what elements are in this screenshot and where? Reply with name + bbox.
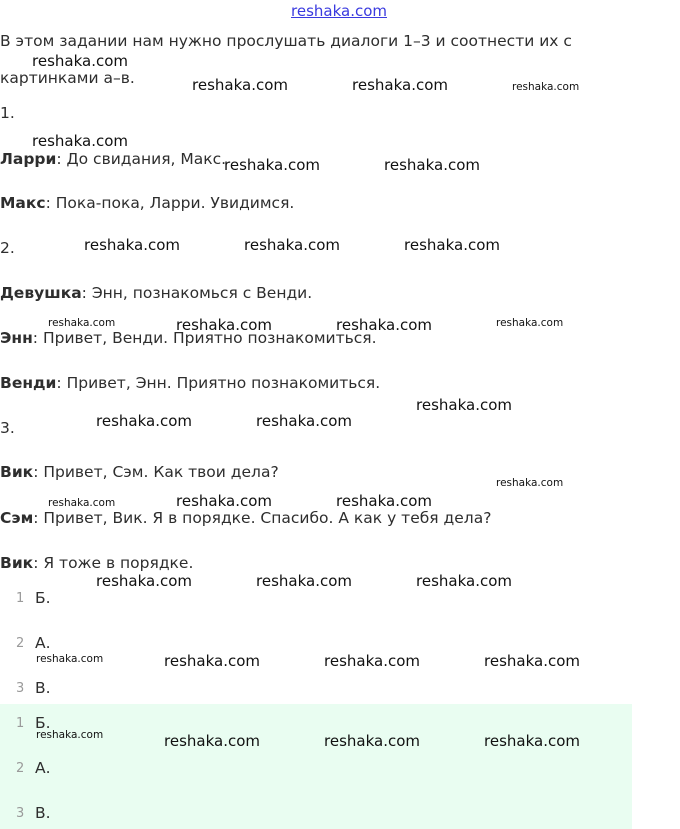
watermark: reshaka.com	[36, 653, 104, 665]
watermark: reshaka.com	[336, 492, 432, 510]
dialogue-line	[0, 463, 279, 481]
watermark: reshaka.com	[32, 132, 128, 150]
watermark: reshaka.com	[176, 492, 272, 510]
watermark: reshaka.com	[324, 732, 420, 750]
line-text: : Пока-пока, Ларри. Увидимся.	[45, 194, 295, 212]
line-text: : Я тоже в порядке.	[33, 554, 194, 572]
watermark: reshaka.com	[224, 156, 320, 174]
line-text: : Энн, познакомься с Венди.	[81, 284, 313, 302]
speaker-name: Вик	[0, 554, 34, 572]
line-text: : Привет, Сэм. Как твои дела?	[33, 463, 279, 481]
dialogue-line	[0, 150, 226, 168]
watermark: reshaka.com	[496, 477, 564, 489]
line-text: : Привет, Энн. Приятно познакомиться.	[56, 374, 381, 392]
line-text: : Привет, Вик. Я в порядке. Спасибо. А как у тебя дела?	[33, 509, 492, 527]
watermark: reshaka.com	[324, 652, 420, 670]
watermark: reshaka.com	[48, 317, 116, 329]
watermark: reshaka.com	[164, 732, 260, 750]
watermark: reshaka.com	[496, 317, 564, 329]
dialogue-number: 3.	[0, 419, 15, 437]
watermark: reshaka.com	[176, 316, 272, 334]
watermark: reshaka.com	[404, 236, 500, 254]
answer-value: Б.	[35, 589, 51, 607]
answer-value: В.	[35, 679, 51, 697]
speaker-name: Энн	[0, 329, 33, 347]
answer-number: 2	[16, 636, 25, 651]
watermark: reshaka.com	[256, 412, 352, 430]
speaker-name: Макс	[0, 194, 46, 212]
watermark: reshaka.com	[244, 236, 340, 254]
watermark: reshaka.com	[416, 396, 512, 414]
header-watermark-link[interactable]: reshaka.com	[291, 2, 387, 20]
watermark: reshaka.com	[192, 76, 288, 94]
line-text: : До свидания, Макс.	[56, 150, 227, 168]
watermark: reshaka.com	[96, 412, 192, 430]
correct-answer-panel	[0, 704, 632, 829]
intro-line-1: В этом задании нам нужно прослушать диалоги 1–3 и соотнести их с	[0, 32, 572, 50]
watermark: reshaka.com	[416, 572, 512, 590]
answer-number: 3	[16, 681, 25, 696]
answer-number: 2	[16, 761, 25, 776]
speaker-name: Вик	[0, 463, 34, 481]
watermark: reshaka.com	[36, 729, 104, 741]
answer-value: Б.	[35, 714, 51, 732]
watermark: reshaka.com	[384, 156, 480, 174]
speaker-name: Венди	[0, 374, 57, 392]
watermark: reshaka.com	[32, 52, 128, 70]
answer-number: 1	[16, 591, 25, 606]
answer-value: В.	[35, 804, 51, 822]
watermark: reshaka.com	[84, 236, 180, 254]
dialogue-line	[0, 374, 380, 392]
watermark: reshaka.com	[96, 572, 192, 590]
watermark: reshaka.com	[352, 76, 448, 94]
dialogue-line	[0, 509, 491, 527]
dialogue-number: 2.	[0, 239, 15, 257]
answer-number: 1	[16, 716, 25, 731]
dialogue-number: 1.	[0, 104, 15, 122]
watermark: reshaka.com	[336, 316, 432, 334]
dialogue-line	[0, 194, 294, 212]
watermark: reshaka.com	[484, 652, 580, 670]
watermark: reshaka.com	[512, 81, 580, 93]
watermark: reshaka.com	[484, 732, 580, 750]
answer-number: 3	[16, 806, 25, 821]
watermark: reshaka.com	[48, 497, 116, 509]
speaker-name: Сэм	[0, 509, 34, 527]
answer-value: А.	[35, 634, 51, 652]
answer-value: А.	[35, 759, 51, 777]
speaker-name: Девушка	[0, 284, 82, 302]
watermark: reshaka.com	[256, 572, 352, 590]
intro-line-2: картинками а–в.	[0, 69, 135, 87]
dialogue-line	[0, 554, 193, 572]
dialogue-line	[0, 284, 312, 302]
watermark: reshaka.com	[164, 652, 260, 670]
speaker-name: Ларри	[0, 150, 57, 168]
line-text: : Привет, Венди. Приятно познакомиться.	[32, 329, 377, 347]
